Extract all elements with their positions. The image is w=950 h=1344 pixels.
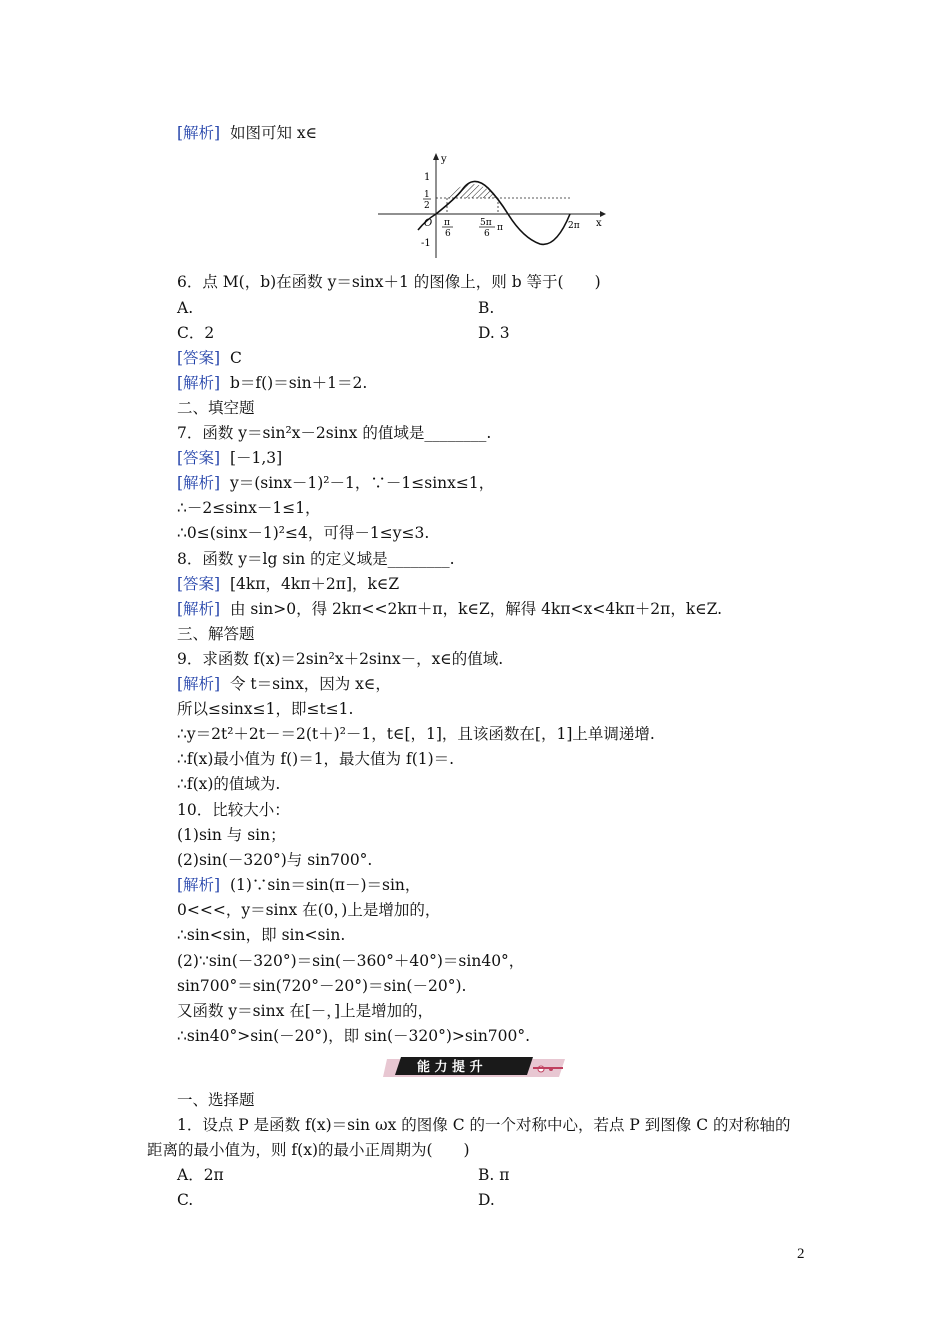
question-7: 7．函数 y＝sin²x－2sinx 的值域是________.: [177, 424, 492, 442]
analysis-7-1: [解析] y＝(sinx－1)²－1，∵－1≤sinx≤1，: [177, 474, 495, 492]
q1-option-c: C.: [177, 1191, 194, 1209]
q1-option-d: D.: [478, 1191, 495, 1209]
x-label: x: [596, 218, 602, 229]
q1-option-b: B. π: [478, 1166, 510, 1184]
tick-2pi: 2π: [568, 221, 580, 231]
answer-7: [答案] [－1,3]: [177, 449, 283, 467]
origin-label: O: [424, 218, 433, 229]
analysis-7-3: ∴0≤(sinx－1)²≤4，可得－1≤y≤3.: [177, 524, 430, 542]
tick-5pi6-top: 5π: [480, 218, 492, 228]
analysis-10-4: (2)∵sin(－320°)＝sin(－360°＋40°)＝sin40°，: [177, 952, 525, 970]
option-d: D. 3: [478, 324, 510, 342]
question-8: 8．函数 y＝lg sin 的定义域是________.: [177, 550, 455, 568]
answer-8: [答案] [4kπ，4kπ＋2π]，k∈Z: [177, 575, 400, 593]
analysis-9-2: 所以≤sinx≤1，即≤t≤1.: [177, 700, 354, 718]
tick-pi6-bottom: 6: [445, 229, 451, 239]
tick-pi6-top: π: [444, 218, 450, 228]
section-solve: 三、解答题: [177, 625, 255, 643]
analysis-9-5: ∴f(x)的值域为.: [177, 775, 281, 793]
analysis-line-1: [解析] 如图可知 x∈: [177, 124, 318, 142]
y-axis-arrow: [433, 153, 439, 160]
section-fill-blank: 二、填空题: [177, 399, 255, 417]
analysis-10-5: sin700°＝sin(720°－20°)＝sin(－20°).: [177, 977, 467, 995]
option-c: C．2: [177, 324, 215, 342]
question-10-1: (1)sin 与 sin；: [177, 826, 286, 844]
analysis-9-4: ∴f(x)最小值为 f()＝1，最大值为 f(1)＝.: [177, 750, 455, 768]
analysis-9-1: [解析] 令 t＝sinx，因为 x∈，: [177, 675, 391, 693]
question-1-line-1: 1．设点 P 是函数 f(x)＝sin ωx 的图像 C 的一个对称中心，若点 P 到图像 C 的对称轴的: [177, 1116, 791, 1134]
answer-6: [答案] C: [177, 349, 242, 367]
analysis-8: [解析] 由 sin>0，得 2kπ<<2kπ＋π，k∈Z，解得 4kπ<x<4kπ＋2π，k∈Z.: [177, 600, 723, 618]
section-choice: 一、选择题: [177, 1091, 255, 1109]
ability-banner: [383, 1055, 569, 1081]
analysis-10-6: 又函数 y＝sinx 在[－，]上是增加的，: [177, 1002, 434, 1020]
banner-text: 能 力 提 升: [417, 1060, 483, 1075]
page-number: 2: [797, 1246, 805, 1262]
analysis-10-7: ∴sin40°>sin(－20°)，即 sin(－320°)>sin700°.: [177, 1027, 531, 1045]
y-label: y: [441, 154, 447, 165]
question-10: 10．比较大小：: [177, 801, 290, 819]
analysis-9-3: ∴y＝2t²＋2t－＝2(t＋)²－1，t∈[，1]，且该函数在[，1]上单调递增.: [177, 725, 655, 743]
sine-graph: [378, 150, 608, 262]
question-9: 9．求函数 f(x)＝2sin²x＋2sinx－，x∈的值域.: [177, 650, 504, 668]
tick-pi: π: [497, 223, 503, 233]
analysis-6: [解析] b＝f()＝sin＋1＝2.: [177, 374, 368, 392]
option-a: A.: [177, 299, 194, 317]
question-1-line-2: 距离的最小值为，则 f(x)的最小正周期为( ): [147, 1141, 470, 1159]
x-axis-arrow: [600, 211, 606, 217]
option-b: B.: [478, 299, 495, 317]
tick-half-top: 1: [424, 190, 430, 200]
question-6: 6．点 M(，b)在函数 y＝sinx＋1 的图像上，则 b 等于( ): [177, 273, 601, 291]
q1-option-a: A．2π: [177, 1166, 224, 1184]
analysis-10-3: ∴sin<sin，即 sin<sin.: [177, 926, 346, 944]
analysis-10-1: [解析] (1)∵sin＝sin(π－)＝sin，: [177, 876, 421, 894]
question-10-2: (2)sin(－320°)与 sin700°.: [177, 851, 373, 869]
tick-half-bottom: 2: [424, 201, 430, 211]
sine-curve: [418, 181, 570, 244]
analysis-tag: [解析]: [177, 124, 221, 142]
tick-5pi6-bottom: 6: [484, 229, 490, 239]
tick-1: 1: [424, 172, 431, 183]
tick-neg-1: -1: [421, 238, 431, 249]
analysis-10-2: 0<<<，y＝sinx 在(0，)上是增加的，: [177, 901, 441, 919]
analysis-7-2: ∴－2≤sinx－1≤1，: [177, 499, 321, 517]
